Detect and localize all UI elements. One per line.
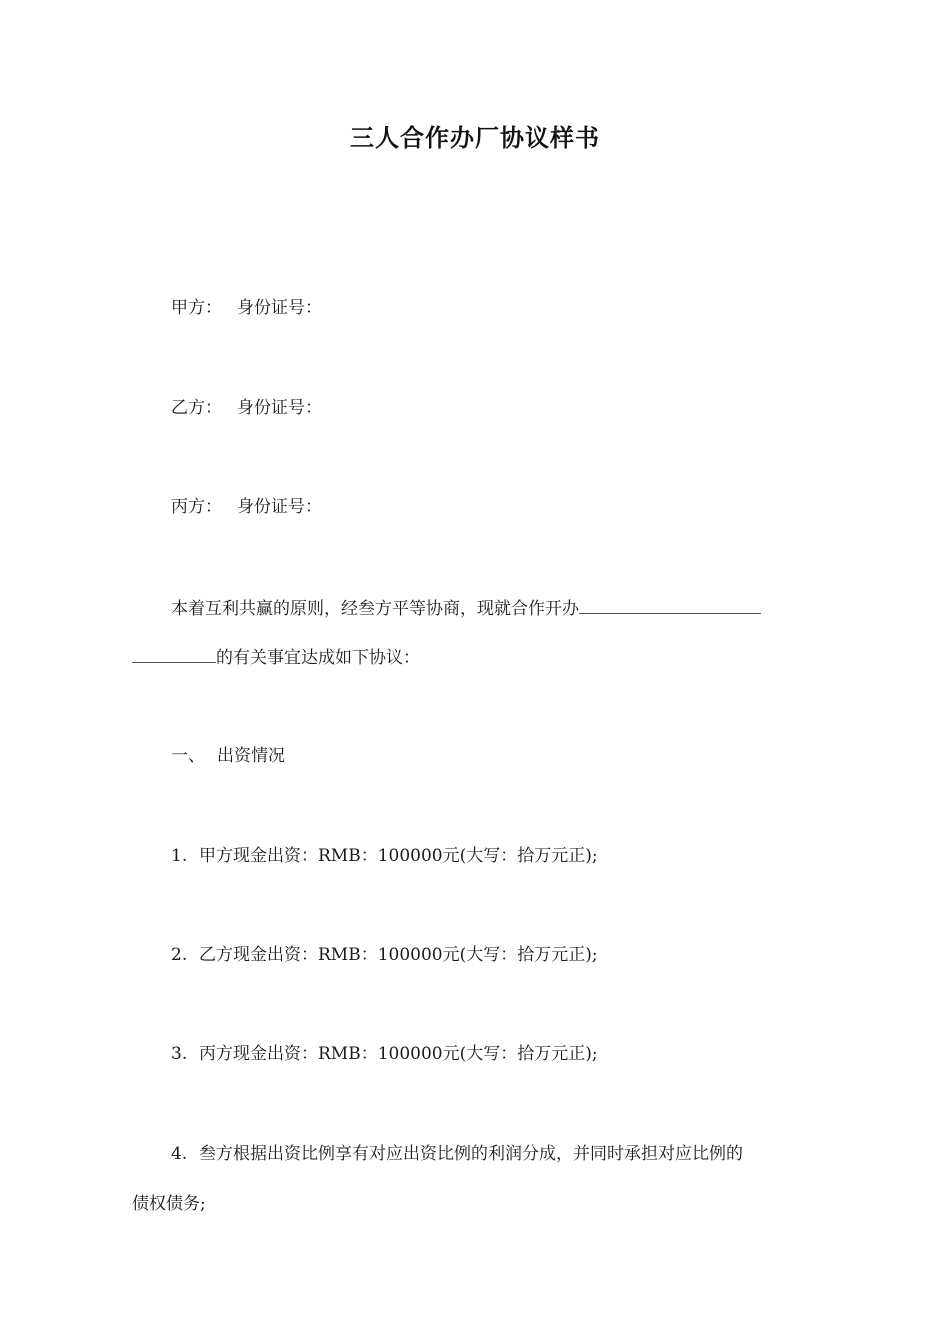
party-b-line [171, 396, 322, 420]
list-item-continuation-text: 债权债务; [132, 1194, 206, 1214]
intro-text-part2: 的有关事宜达成如下协议： [216, 648, 420, 668]
party-b-label: 乙方： [171, 398, 222, 418]
party-a-line [171, 296, 322, 320]
intro-paragraph-line2 [132, 644, 420, 670]
list-item-number: 3. [171, 1044, 188, 1064]
list-item-number: 1. [171, 846, 188, 866]
list-item [171, 844, 598, 868]
party-c-label: 丙方： [171, 497, 222, 517]
party-c-id-label: 身份证号： [237, 497, 322, 517]
party-b-id-label: 身份证号： [237, 398, 322, 418]
list-item-continuation [132, 1192, 206, 1216]
party-a-label: 甲方： [171, 298, 222, 318]
list-item-number: 2. [171, 945, 188, 965]
section-heading [171, 744, 285, 768]
factory-name-blank-continued [132, 644, 216, 663]
list-item-number: 4. [171, 1144, 188, 1164]
party-c-line [171, 495, 322, 519]
document-title: 三人合作办厂协议样书 [350, 124, 600, 152]
intro-text-part1: 本着互利共赢的原则，经叁方平等协商，现就合作开办 [171, 599, 579, 619]
list-item-text: 甲方现金出资：RMB：100000元(大写：拾万元正); [199, 846, 598, 866]
list-item-text: 乙方现金出资：RMB：100000元(大写：拾万元正); [199, 945, 598, 965]
list-item [171, 943, 598, 967]
intro-paragraph-line1 [171, 595, 761, 621]
section-number: 一、 [171, 746, 205, 766]
party-a-id-label: 身份证号： [237, 298, 322, 318]
list-item-text: 丙方现金出资：RMB：100000元(大写：拾万元正); [199, 1044, 598, 1064]
section-title: 出资情况 [217, 746, 285, 766]
factory-name-blank [579, 595, 761, 614]
list-item [171, 1142, 743, 1166]
list-item-text: 叁方根据出资比例享有对应出资比例的利润分成，并同时承担对应比例的 [199, 1144, 743, 1164]
list-item [171, 1042, 598, 1066]
